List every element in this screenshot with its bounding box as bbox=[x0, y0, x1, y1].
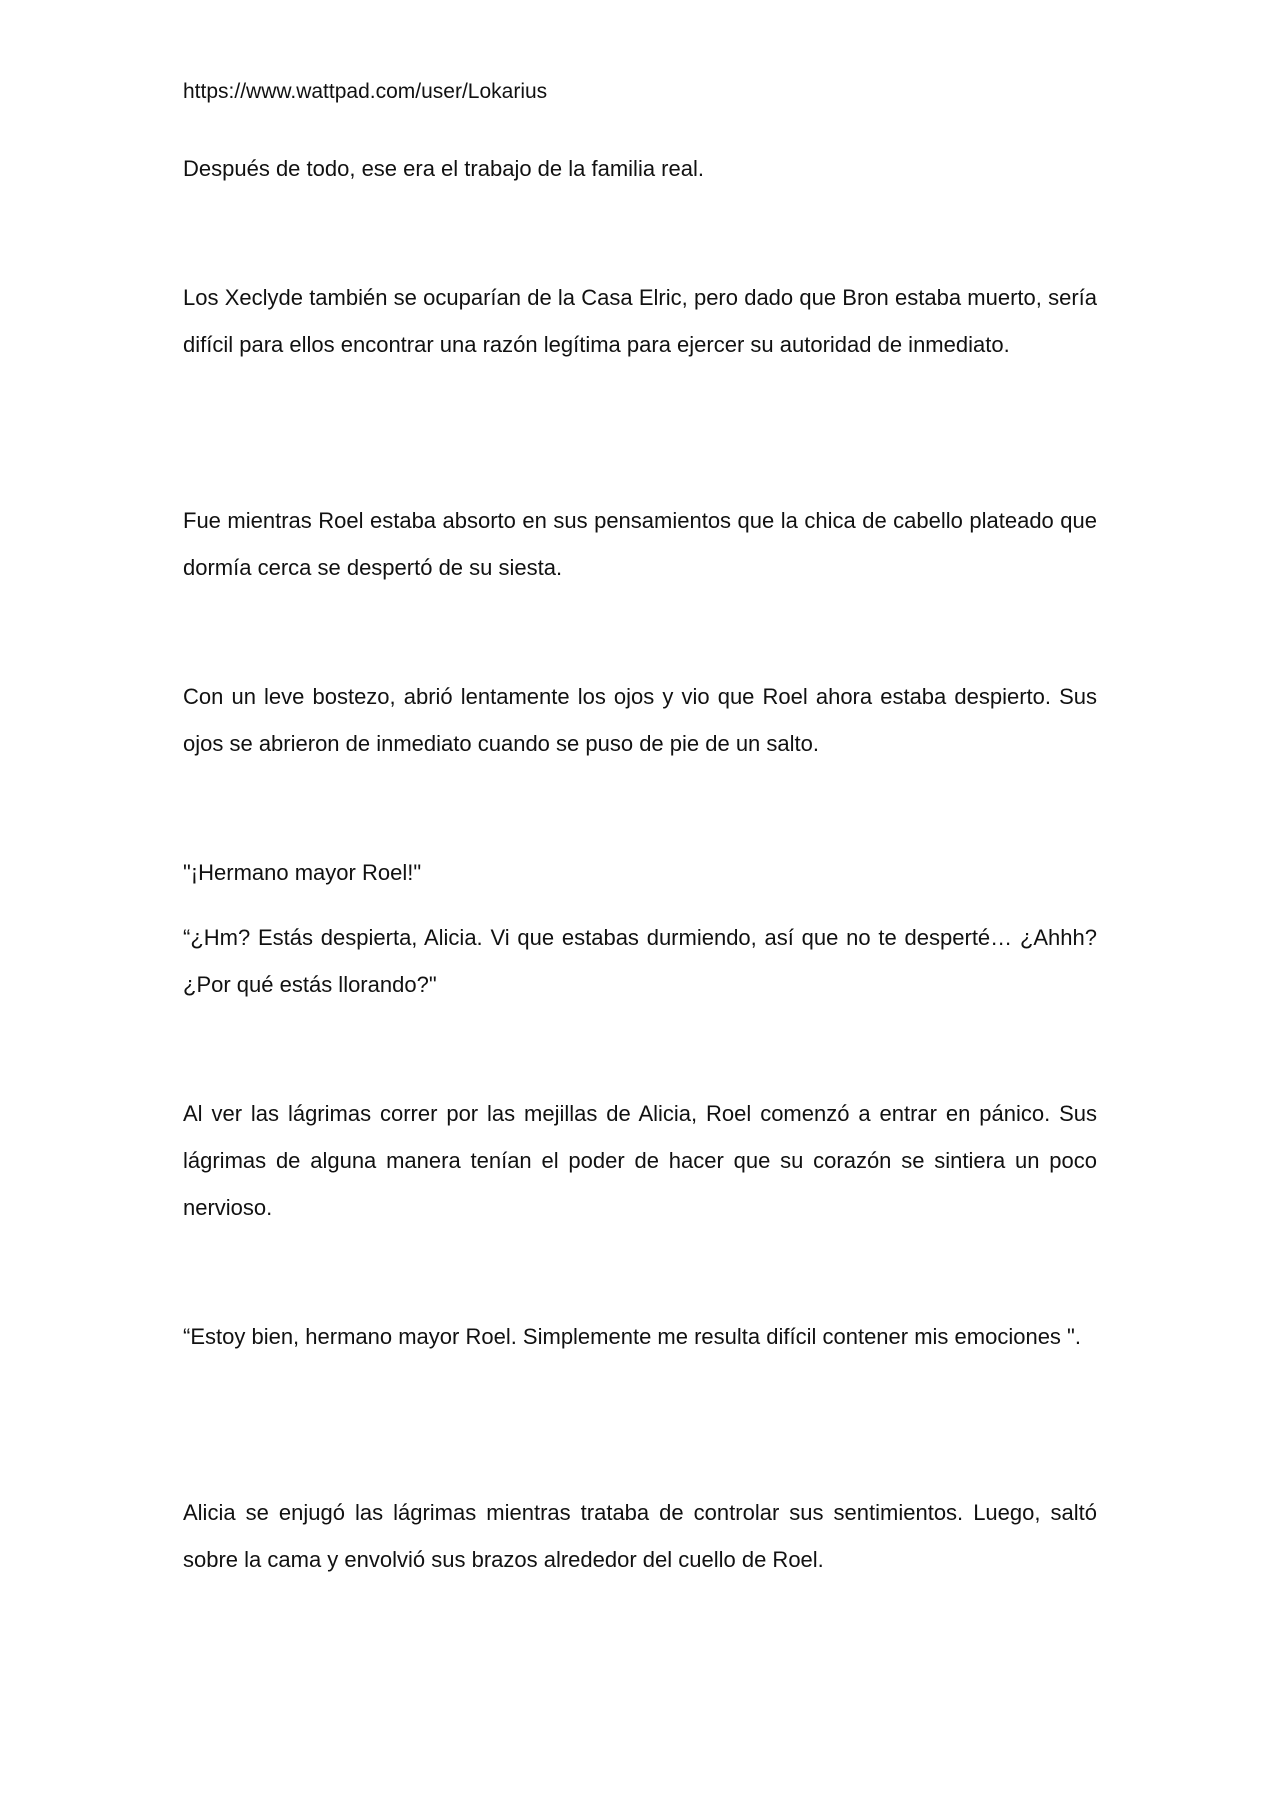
paragraph-9: Alicia se enjugó las lágrimas mientras trataba de controlar sus sentimientos. Luego, saltó sobre la cama y envolvió sus brazos alrededor del cuello de Roel. bbox=[183, 1500, 1097, 1572]
paragraph-2: Los Xeclyde también se ocuparían de la Casa Elric, pero dado que Bron estaba muerto, sería difícil para ellos encontrar una razón legítima para ejercer su autoridad de inmediato. bbox=[183, 285, 1097, 357]
paragraph-8: “Estoy bien, hermano mayor Roel. Simplemente me resulta difícil contener mis emociones ". bbox=[183, 1324, 1081, 1349]
paragraph-4: Con un leve bostezo, abrió lentamente los ojos y vio que Roel ahora estaba despierto. Sus ojos se abrieron de inmediato cuando se puso de pie de un salto. bbox=[183, 684, 1097, 756]
paragraph-6: “¿Hm? Estás despierta, Alicia. Vi que estabas durmiendo, así que no te desperté… ¿Ahhh? ¿Por qué estás llorando?" bbox=[183, 925, 1097, 997]
header-url: https://www.wattpad.com/user/Lokarius bbox=[183, 80, 548, 103]
paragraph-3: Fue mientras Roel estaba absorto en sus pensamientos que la chica de cabello plateado que dormía cerca se despertó de su siesta. bbox=[183, 508, 1097, 580]
paragraph-5: "¡Hermano mayor Roel!" bbox=[183, 860, 422, 885]
paragraph-7: Al ver las lágrimas correr por las mejillas de Alicia, Roel comenzó a entrar en pánico. Sus lágrimas de alguna manera tenían el poder de hacer que su corazón se sintiera un poco nervioso. bbox=[183, 1101, 1097, 1220]
paragraph-1: Después de todo, ese era el trabajo de la familia real. bbox=[183, 156, 704, 181]
